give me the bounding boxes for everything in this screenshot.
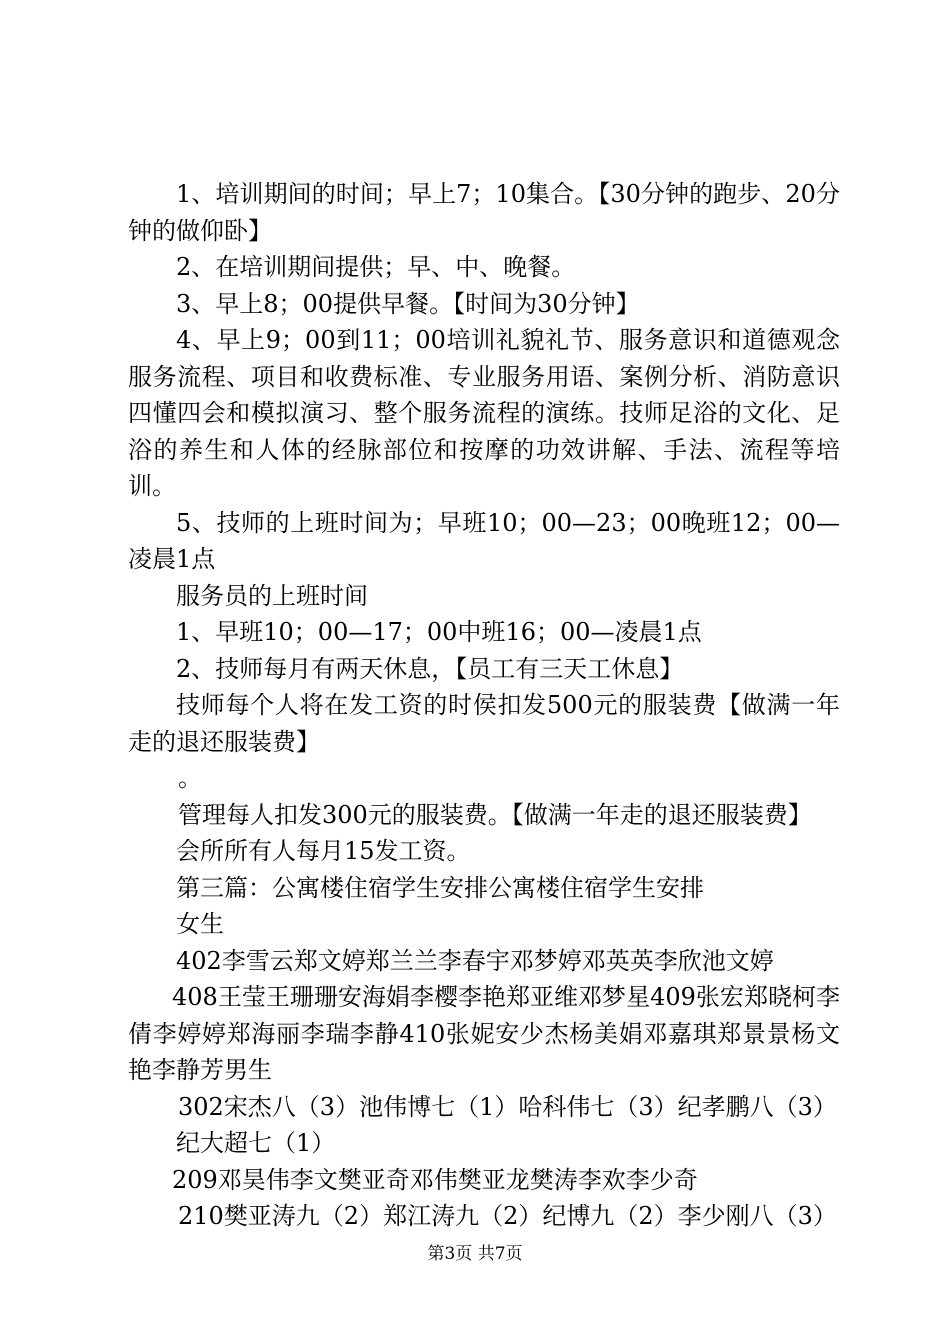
- paragraph: 技师每个人将在发工资的时侯扣发500元的服装费【做满一年走的退还服装费】: [128, 691, 840, 756]
- paragraph: 4、早上9；00到11；00培训礼貌礼节、服务意识和道德观念服务流程、项目和收费标准、专业服务用语、案例分析、消防意识四懂四会和模拟演习、整个服务流程的演练。技师足浴的文化、足浴的养生和人体的经脉部位和按摩的功效讲解、手法、流程等培训。: [128, 326, 840, 500]
- paragraph: 408王莹王珊珊安海娟李樱李艳郑亚维邓梦星409张宏郑晓柯李倩李婷婷郑海丽李瑞李静410张妮安少杰杨美娟邓嘉琪郑景景杨文艳李静芳男生: [128, 983, 840, 1084]
- paragraph: 302宋杰八（3）池伟博七（1）哈科伟七（3）纪孝鹏八（3）: [178, 1092, 837, 1121]
- section-heading: 第三篇：公寓楼住宿学生安排公寓楼住宿学生安排: [176, 873, 704, 902]
- paragraph: 3、早上8；00提供早餐。【时间为30分钟】: [176, 289, 640, 318]
- page-number-footer: 第3页 共7页: [427, 1244, 523, 1264]
- paragraph: 女生: [176, 910, 224, 938]
- paragraph: 1、培训期间的时间；早上7；10集合。【30分钟的跑步、20分钟的做仰卧】: [128, 180, 840, 245]
- paragraph: 209邓昊伟李文樊亚奇邓伟樊亚龙樊涛李欢李少奇: [172, 1165, 698, 1194]
- paragraph: 纪大超七（1）: [176, 1129, 336, 1157]
- paragraph: 2、技师每月有两天休息，【员工有三天工休息】: [176, 654, 684, 683]
- paragraph: 会所所有人每月15发工资。: [176, 837, 471, 865]
- paragraph: 402李雪云郑文婷郑兰兰李春宇邓梦婷邓英英李欣池文婷: [176, 946, 774, 975]
- paragraph: 管理每人扣发300元的服装费。【做满一年走的退还服装费】: [178, 800, 812, 829]
- paragraph: 。: [178, 764, 202, 792]
- document-body: [128, 176, 840, 1235]
- paragraph: 5、技师的上班时间为；早班10；00—23；00晚班12；00—凌晨1点: [128, 508, 840, 573]
- paragraph: 服务员的上班时间: [176, 581, 368, 610]
- paragraph: 210樊亚涛九（2）郑江涛九（2）纪博九（2）李少刚八（3）: [178, 1202, 837, 1230]
- paragraph: 1、早班10；00—17；00中班16；00—凌晨1点: [176, 618, 702, 646]
- paragraph: 2、在培训期间提供；早、中、晚餐。: [176, 253, 576, 281]
